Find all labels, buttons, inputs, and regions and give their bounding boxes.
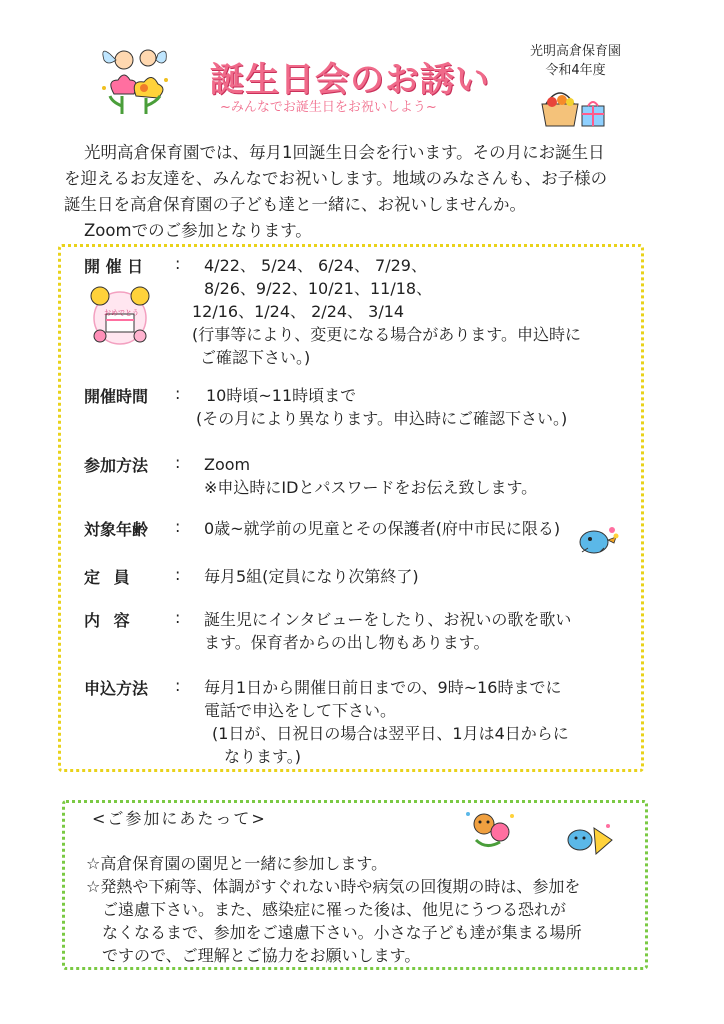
target-line: 0歳~就学前の児童とその保護者(府中市民に限る) [204, 519, 561, 538]
dates-note: (行事等により、変更になる場合があります。申込時に [192, 325, 581, 344]
fairy-flower-illustration [96, 44, 176, 116]
organization-block [530, 42, 621, 80]
target-value [196, 517, 636, 540]
notes-line: なくなるまで、参加をご遠慮下さい。小さな子ども達が集まる場所 [102, 923, 582, 942]
bird-illustration [574, 522, 620, 558]
intro-line: Zoomでのご参加となります。 [84, 221, 312, 240]
content-label: 内 容 [84, 611, 134, 630]
notes-heading: <ご参加にあたって> [92, 809, 267, 828]
method-label: 参加方法 [84, 456, 149, 475]
dates-line: 8/26、9/22、10/21、11/18、 [204, 279, 433, 298]
cake-label: おめでとう [104, 309, 139, 317]
apply-line: 電話で申込をして下さい。 [204, 701, 397, 720]
content-value [196, 608, 636, 654]
time-note: (その月により異なります。申込時にご確認下さい。) [196, 409, 568, 428]
capacity-line: 毎月5組(定員になり次第終了) [204, 567, 419, 586]
apply-colon: : [175, 676, 181, 695]
dates-line: 12/16、1/24、 2/24、 3/14 [192, 302, 405, 321]
intro-line: 誕生日を高倉保育園の子ども達と一緒に、お祝いしませんか。 [64, 195, 526, 214]
capacity-label: 定 員 [84, 568, 134, 587]
content-line: ます。保育者からの出し物もあります。 [204, 633, 490, 652]
intro-line: 光明高倉保育園では、毎月1回誕生日会を行います。その月にお誕生日 [84, 143, 605, 162]
content-colon: : [175, 608, 181, 627]
gift-basket-illustration [538, 84, 610, 130]
dates-line: 4/22、 5/24、 6/24、 7/29、 [204, 256, 427, 275]
capacity-colon: : [175, 565, 181, 584]
apply-value [196, 676, 636, 768]
content-line: 誕生児にインタビューをしたり、お祝いの歌を歌い [204, 610, 572, 629]
apply-note: なります。) [224, 747, 301, 766]
method-value [196, 453, 636, 499]
page-title: 誕生日会のお誘い [210, 60, 490, 100]
intro-paragraph [64, 140, 654, 244]
method-note: ※申込時にIDとパスワードをお伝え致します。 [204, 478, 538, 497]
time-line: 10時頃~11時頃まで [206, 386, 357, 405]
dates-colon: : [175, 254, 181, 273]
dates-label: 開 催 日 [84, 257, 144, 276]
time-value [196, 384, 636, 430]
organization-name: 光明高倉保育園 [530, 44, 622, 59]
apply-note: (1日が、日祝日の場合は翌平日、1月は4日からに [212, 724, 569, 743]
fiscal-year: 令和4年度 [545, 63, 606, 78]
capacity-value [196, 565, 636, 588]
page-subtitle: ~みんなでお誕生日をお祝いしよう~ [220, 100, 437, 115]
intro-line: を迎えるお友達を、みんなでお祝いします。地域のみなさんも、お子様の [64, 169, 608, 188]
kids-illustration [462, 806, 518, 856]
birthday-cake-illustration [86, 284, 154, 346]
notes-line: ☆発熱や下痢等、体調がすぐれない時や病気の回復期の時は、参加を [86, 877, 581, 896]
apply-line: 毎月1日から開催日前日までの、9時~16時までに [204, 678, 562, 697]
dates-note: ご確認下さい。) [200, 348, 311, 367]
time-label: 開催時間 [84, 387, 149, 406]
notes-list [86, 852, 646, 967]
target-colon: : [175, 517, 181, 536]
method-line: Zoom [204, 455, 251, 474]
target-label: 対象年齢 [84, 520, 149, 539]
notes-line: ☆高倉保育園の園児と一緒に参加します。 [86, 854, 388, 873]
notes-line: ご遠慮下さい。また、感染症に罹った後は、他児にうつる恐れが [102, 900, 567, 919]
dates-value [188, 254, 628, 369]
method-colon: : [175, 453, 181, 472]
notes-line: ですので、ご理解とご協力をお願いします。 [102, 946, 421, 965]
time-colon: : [175, 384, 181, 403]
apply-label: 申込方法 [84, 679, 149, 698]
